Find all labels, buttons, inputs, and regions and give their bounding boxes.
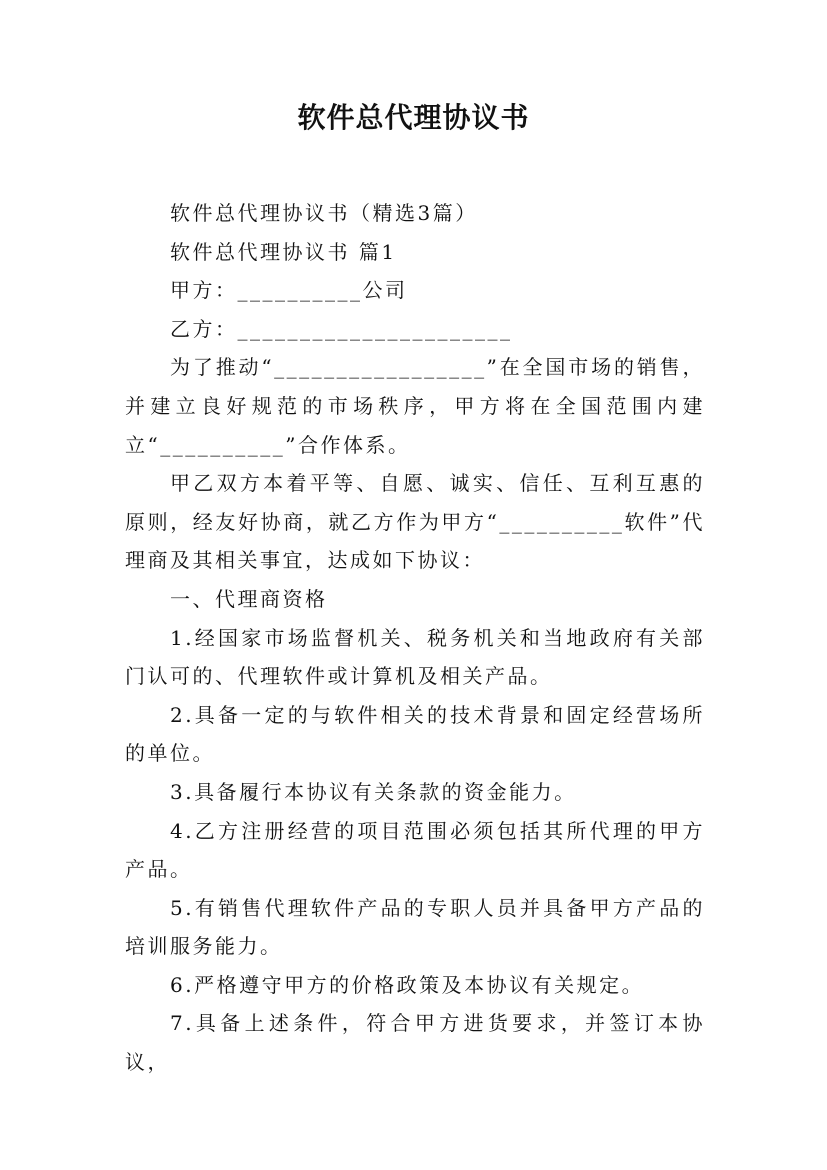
clause-7: 7.具备上述条件，符合甲方进货要求，并签订本协议， [125, 1011, 705, 1075]
clause-1: 1.经国家市场监督机关、税务机关和当地政府有关部门认可的、代理软件或计算机及相关产品。 [125, 625, 705, 689]
party-a-line: 甲方：__________公司 [170, 278, 408, 303]
document-title: 软件总代理协议书 [297, 101, 530, 134]
clause-3: 3.具备履行本协议有关条款的资金能力。 [170, 779, 577, 804]
party-b-line: 乙方：______________________ [170, 316, 513, 341]
purpose-paragraph: 为了推动“_________________”在全国市场的销售，并建立良好规范的市场秩序，甲方将在全国范围内建立“__________”合作体系。 [125, 355, 705, 457]
clause-5: 5.有销售代理软件产品的专职人员并具备甲方产品的培训服务能力。 [125, 895, 705, 959]
subtitle-paragraph: 软件总代理协议书（精选3篇） [170, 201, 478, 225]
qualification-heading: 一、代理商资格 [170, 586, 328, 611]
clause-2: 2.具备一定的与软件相关的技术背景和固定经营场所的单位。 [125, 702, 705, 766]
document-body [125, 194, 705, 1082]
section-heading: 软件总代理协议书 篇1 [170, 239, 397, 264]
clause-4: 4.乙方注册经营的项目范围必须包括其所代理的甲方产品。 [125, 818, 705, 882]
clause-6: 6.严格遵守甲方的价格政策及本协议有关规定。 [170, 972, 645, 997]
agreement-paragraph: 甲乙双方本着平等、自愿、诚实、信任、互利互惠的原则，经友好协商，就乙方作为甲方“__________软件”代理商及其相关事宜，达成如下协议： [125, 471, 705, 573]
